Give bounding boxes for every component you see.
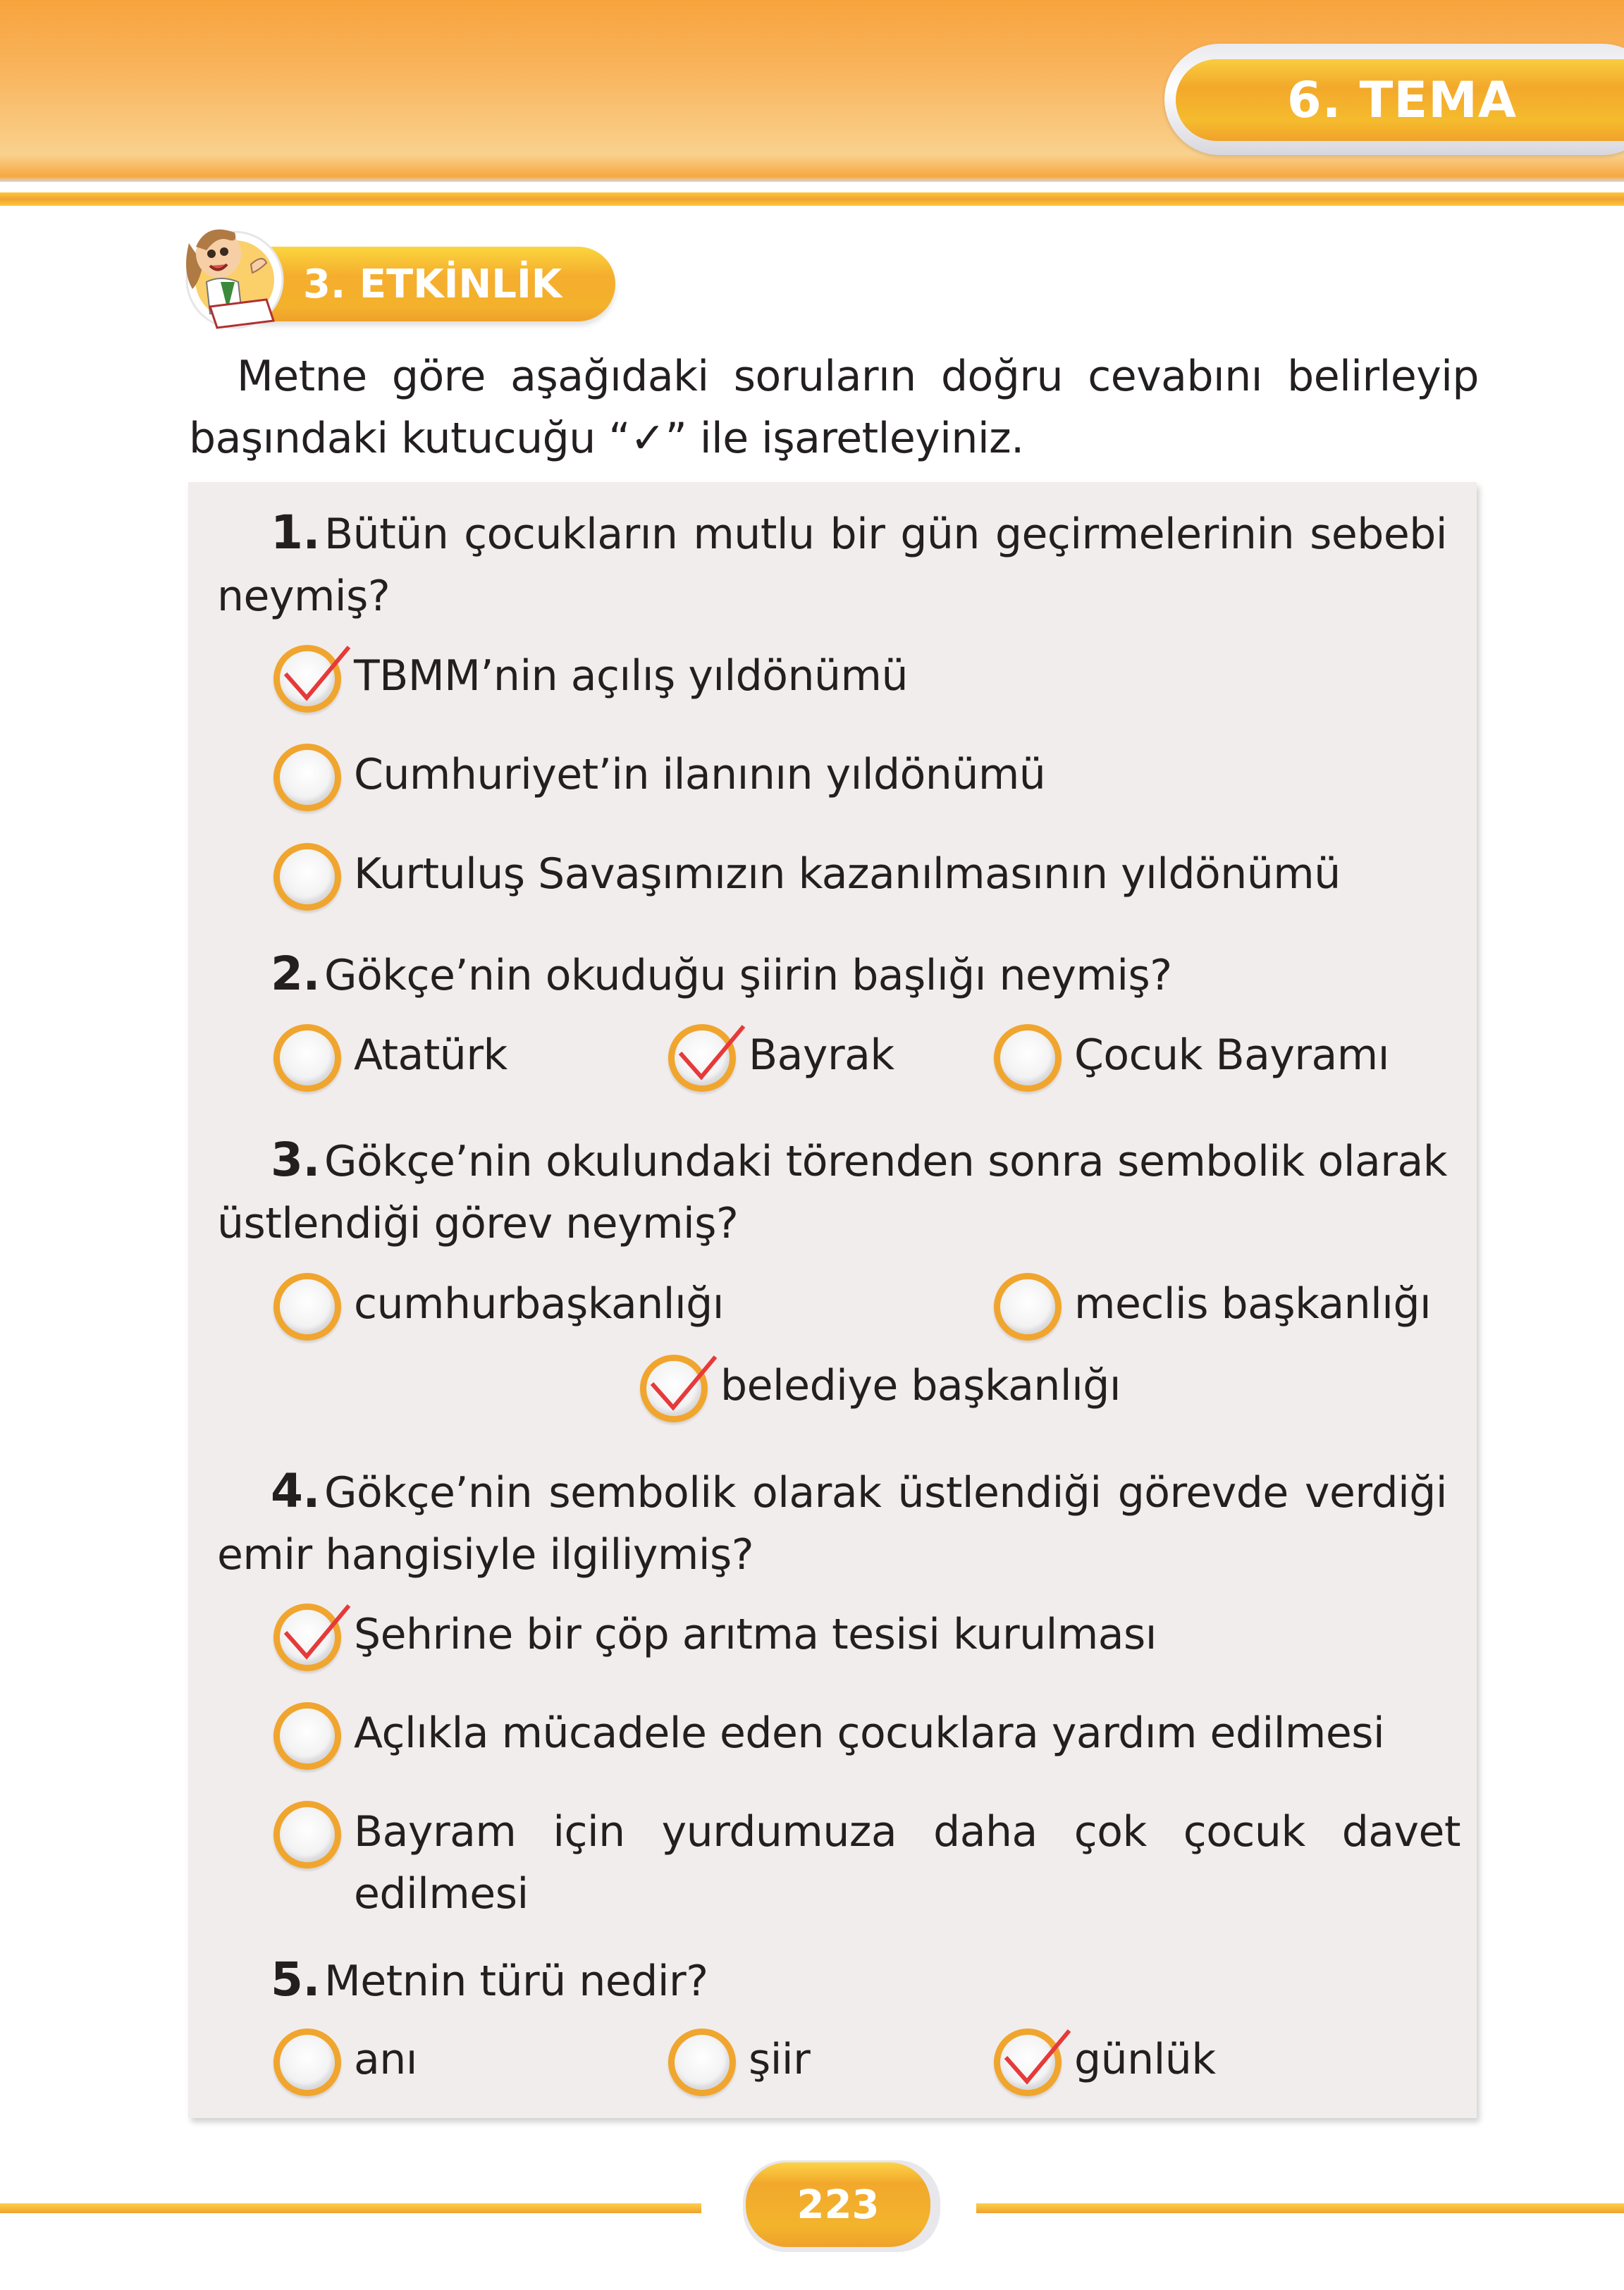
check-mark-icon: ✓ [629,414,665,463]
question-number: 4. [271,1464,320,1518]
option-q3-c[interactable] [640,1355,1121,1422]
question-3 [217,1129,1447,1255]
question-1 [217,502,1447,627]
red-check-icon [276,1600,353,1678]
theme-pill [1176,59,1624,141]
question-number: 2. [271,947,320,1001]
question-number: 3. [271,1133,320,1187]
activity-badge [229,247,615,321]
question-text: Gökçe’nin okulundaki törenden sonra sembolik olarak üstlendiği görev neymiş? [217,1137,1447,1248]
instruction-part: ” ile işaretleyiniz. [665,414,1024,463]
question-number: 1. [271,505,320,560]
checkbox-unchecked[interactable] [668,2029,736,2096]
option-label: Bayram için yurdumuza daha çok çocuk davet edilmesi [354,1807,1460,1919]
checkbox-unchecked[interactable] [994,1024,1062,1092]
option-label: cumhurbaşkanlığı [354,1279,724,1329]
checkbox-checked[interactable] [640,1355,708,1422]
checkbox-checked[interactable] [273,1603,341,1671]
page-number-badge [746,2162,930,2247]
question-text: Gökçe’nin sembolik olarak üstlendiği görevde verdiği emir hangisiyle ilgiliymiş? [217,1468,1447,1580]
girl-writing-mascot-icon [168,215,284,335]
question-number: 5. [271,1952,320,2007]
question-text: Gökçe’nin okuduğu şiirin başlığı neymiş? [324,951,1172,1000]
option-label: Atatürk [354,1030,508,1080]
option-q5-a[interactable] [273,2029,417,2096]
option-label: belediye başkanlığı [720,1361,1121,1410]
option-label: meclis başkanlığı [1074,1279,1432,1329]
option-label: şiir [749,2035,811,2084]
footer-line-right [976,2203,1624,2213]
red-check-icon [670,1021,748,1098]
question-5 [217,1949,1447,2012]
option-label: günlük [1074,2035,1216,2084]
checkbox-unchecked[interactable] [273,1024,341,1092]
option-q3-a[interactable] [273,1273,724,1341]
checkbox-unchecked[interactable] [273,843,341,911]
question-text: Metnin türü nedir? [324,1957,708,2006]
option-q5-b[interactable] [668,2029,810,2096]
option-q2-c[interactable] [994,1024,1389,1092]
option-label: Şehrine bir çöp arıtma tesisi kurulması [354,1610,1157,1659]
checkbox-checked[interactable] [273,645,341,713]
checkbox-unchecked[interactable] [273,2029,341,2096]
option-q4-a[interactable] [273,1603,1157,1671]
red-check-icon [276,641,353,719]
instruction-text [189,345,1479,469]
checkbox-unchecked[interactable] [994,1273,1062,1341]
option-q1-c[interactable] [273,843,1341,911]
option-q2-a[interactable] [273,1024,508,1092]
option-q2-b[interactable] [668,1024,894,1092]
option-q1-a[interactable] [273,645,908,713]
checkbox-unchecked[interactable] [273,744,341,811]
option-label: Cumhuriyet’in ilanının yıldönümü [354,750,1046,799]
option-label: Bayrak [749,1030,894,1080]
activity-label: 3. ETKİNLİK [303,261,562,307]
option-label: anı [354,2035,417,2084]
checkbox-unchecked[interactable] [273,1702,341,1770]
checkbox-checked[interactable] [668,1024,736,1092]
header-divider [0,192,1624,206]
option-label: Kurtuluş Savaşımızın kazanılmasının yıldönümü [354,849,1341,899]
option-q4-b[interactable] [273,1702,1384,1770]
option-label: Açlıkla mücadele eden çocuklara yardım edilmesi [354,1709,1385,1758]
theme-label: 6. TEMA [1287,71,1518,129]
footer-line-left [0,2203,701,2213]
question-4 [217,1460,1447,1586]
instruction-part: Metne göre aşağıdaki soruların doğru cevabını belirleyip başındaki kutucuğu “ [189,352,1479,463]
option-q1-b[interactable] [273,744,1045,811]
checkbox-unchecked[interactable] [273,1801,341,1869]
option-label: Çocuk Bayramı [1074,1030,1389,1080]
option-q3-b[interactable] [994,1273,1431,1341]
question-2 [217,943,1447,1007]
red-check-icon [996,2025,1074,2103]
checkbox-unchecked[interactable] [273,1273,341,1341]
page-number: 223 [796,2181,880,2228]
red-check-icon [642,1351,720,1429]
option-label: TBMM’nin açılış yıldönümü [354,651,908,701]
checkbox-checked[interactable] [994,2029,1062,2096]
question-text: Bütün çocukların mutlu bir gün geçirmelerinin sebebi neymiş? [217,510,1447,621]
option-q4-c[interactable] [273,1801,1460,1925]
option-q5-c[interactable] [994,2029,1216,2096]
